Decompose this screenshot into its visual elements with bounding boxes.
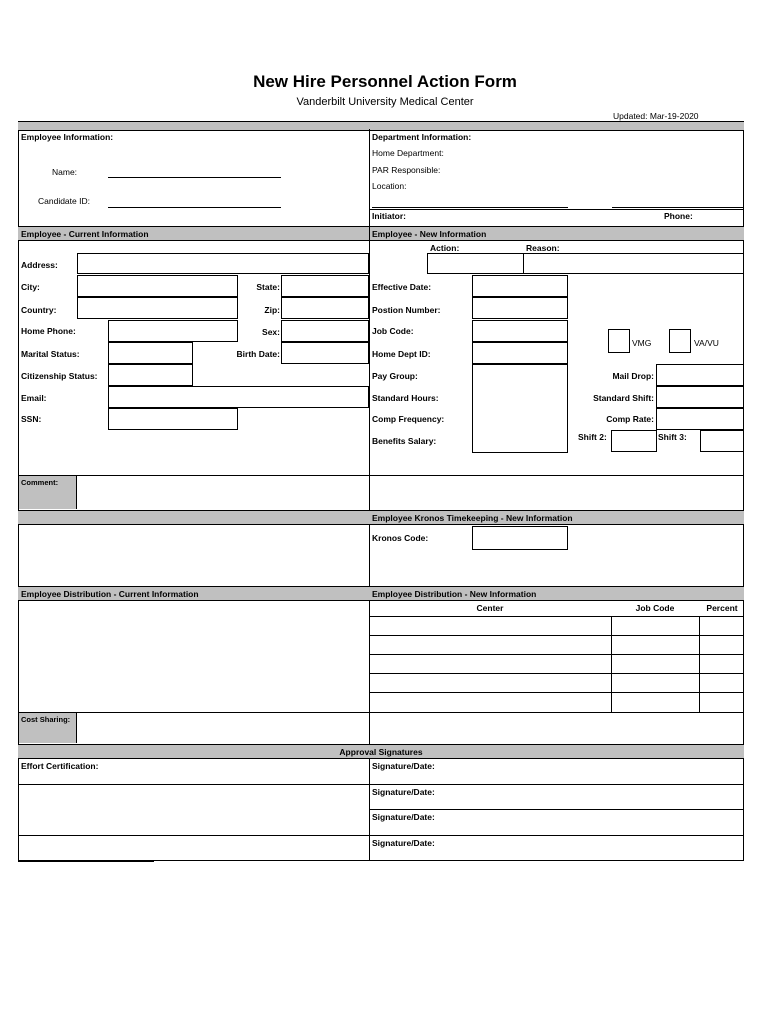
- citizenship-field[interactable]: [108, 364, 193, 386]
- par-responsible-label: PAR Responsible:: [372, 165, 441, 175]
- kronos-header: Employee Kronos Timekeeping - New Information: [372, 513, 573, 523]
- state-label: State:: [256, 282, 280, 292]
- marital-status-label: Marital Status:: [21, 349, 80, 359]
- comp-frequency-label: Comp Frequency:: [372, 414, 445, 424]
- column-header-job-code: Job Code: [635, 603, 675, 613]
- standard-shift-label: Standard Shift:: [593, 393, 654, 403]
- distribution-row-line: [369, 616, 744, 617]
- pay-group-label: Pay Group:: [372, 371, 418, 381]
- home-phone-label: Home Phone:: [21, 326, 76, 336]
- home-phone-field[interactable]: [108, 320, 238, 342]
- vavu-checkbox[interactable]: [669, 329, 691, 353]
- signature-date-label: Signature/Date:: [372, 838, 435, 848]
- candidate-id-field[interactable]: [108, 207, 281, 208]
- vmg-checkbox[interactable]: [608, 329, 630, 353]
- home-dept-id-label: Home Dept ID:: [372, 349, 431, 359]
- form-title: New Hire Personnel Action Form: [253, 72, 517, 91]
- sex-label: Sex:: [262, 327, 280, 337]
- updated-date: Updated: Mar-19-2020: [613, 111, 699, 121]
- ssn-field[interactable]: [108, 408, 238, 430]
- job-code-label: Job Code:: [372, 326, 414, 336]
- comment-label: Comment:: [21, 478, 59, 487]
- column-header-center: Center: [476, 603, 504, 613]
- email-field[interactable]: [108, 386, 369, 408]
- initiator-label: Initiator:: [372, 211, 406, 221]
- name-label: Name:: [52, 167, 78, 177]
- position-number-label: Postion Number:: [372, 305, 441, 315]
- reason-label: Reason:: [526, 243, 560, 253]
- address-field[interactable]: [77, 253, 369, 274]
- effort-certification-label: Effort Certification:: [21, 761, 99, 771]
- signature-date-label: Signature/Date:: [372, 787, 435, 797]
- approval-header: Approval Signatures: [339, 747, 423, 757]
- city-label: City:: [21, 282, 40, 292]
- zip-label: Zip:: [264, 305, 280, 315]
- birth-date-label: Birth Date:: [236, 349, 280, 359]
- state-field[interactable]: [281, 275, 369, 297]
- distribution-row-line: [369, 673, 744, 674]
- distribution-col-line: [699, 616, 700, 712]
- ssn-label: SSN:: [21, 414, 42, 424]
- comp-rate-field[interactable]: [656, 408, 744, 430]
- distribution-new-header: Employee Distribution - New Information: [372, 589, 537, 599]
- divider: [18, 784, 744, 785]
- standard-shift-field[interactable]: [656, 386, 744, 408]
- phone-label: Phone:: [664, 211, 693, 221]
- signature-date-label: Signature/Date:: [372, 812, 435, 822]
- divider: [18, 835, 744, 836]
- pay-group-block-field[interactable]: [472, 364, 568, 453]
- top-band: [18, 121, 744, 131]
- country-field[interactable]: [77, 297, 238, 319]
- benefits-salary-label: Benefits Salary:: [372, 436, 437, 446]
- employee-info-header: Employee Information:: [21, 132, 114, 142]
- signature-date-label: Signature/Date:: [372, 761, 435, 771]
- new-info-header: Employee - New Information: [372, 229, 487, 239]
- sex-field[interactable]: [281, 320, 369, 342]
- candidate-id-label: Candidate ID:: [38, 196, 90, 206]
- effective-date-label: Effective Date:: [372, 282, 432, 292]
- home-department-label: Home Department:: [372, 148, 444, 158]
- divider: [369, 809, 744, 810]
- cost-sharing-label: Cost Sharing:: [21, 715, 71, 724]
- mail-drop-label: Mail Drop:: [612, 371, 654, 381]
- current-info-header: Employee - Current Information: [21, 229, 149, 239]
- distribution-row-line: [369, 654, 744, 655]
- marital-status-field[interactable]: [108, 342, 193, 364]
- distribution-row-line: [369, 635, 744, 636]
- shift2-label: Shift 2:: [578, 432, 607, 442]
- band-divider: [369, 226, 370, 241]
- distribution-col-line: [611, 616, 612, 712]
- vmg-label: VMG: [632, 338, 652, 348]
- kronos-code-field[interactable]: [472, 526, 568, 550]
- shift2-field[interactable]: [611, 430, 657, 452]
- standard-hours-label: Standard Hours:: [372, 393, 439, 403]
- shift3-field[interactable]: [700, 430, 744, 452]
- vavu-label: VA/VU: [694, 338, 719, 348]
- action-field[interactable]: [427, 253, 524, 274]
- zip-field[interactable]: [281, 297, 369, 319]
- reason-field[interactable]: [523, 253, 744, 274]
- position-number-field[interactable]: [472, 297, 568, 319]
- country-label: Country:: [21, 305, 57, 315]
- email-label: Email:: [21, 393, 47, 403]
- birth-date-field[interactable]: [281, 342, 369, 364]
- mail-drop-field[interactable]: [656, 364, 744, 386]
- comp-rate-label: Comp Rate:: [606, 414, 654, 424]
- address-label: Address:: [21, 260, 58, 270]
- department-info-header: Department Information:: [372, 132, 472, 142]
- name-field[interactable]: [108, 177, 281, 178]
- bottom-rule: [18, 860, 154, 862]
- location-label: Location:: [372, 181, 407, 191]
- citizenship-label: Citizenship Status:: [21, 371, 98, 381]
- column-header-percent: Percent: [706, 603, 738, 613]
- shift3-label: Shift 3:: [658, 432, 687, 442]
- form-subtitle: Vanderbilt University Medical Center: [296, 96, 474, 108]
- distribution-row-line: [369, 692, 744, 693]
- center-divider: [369, 129, 370, 761]
- cost-sharing-field[interactable]: [77, 713, 743, 743]
- divider: [369, 209, 744, 210]
- home-dept-id-field[interactable]: [472, 342, 568, 364]
- city-field[interactable]: [77, 275, 238, 297]
- job-code-field[interactable]: [472, 320, 568, 342]
- phone-field[interactable]: [612, 207, 744, 208]
- action-label: Action:: [430, 243, 460, 253]
- initiator-field[interactable]: [372, 207, 568, 208]
- distribution-current-header: Employee Distribution - Current Information: [21, 589, 199, 599]
- effective-date-field[interactable]: [472, 275, 568, 297]
- comment-field[interactable]: [77, 476, 743, 509]
- kronos-code-label: Kronos Code:: [372, 533, 429, 543]
